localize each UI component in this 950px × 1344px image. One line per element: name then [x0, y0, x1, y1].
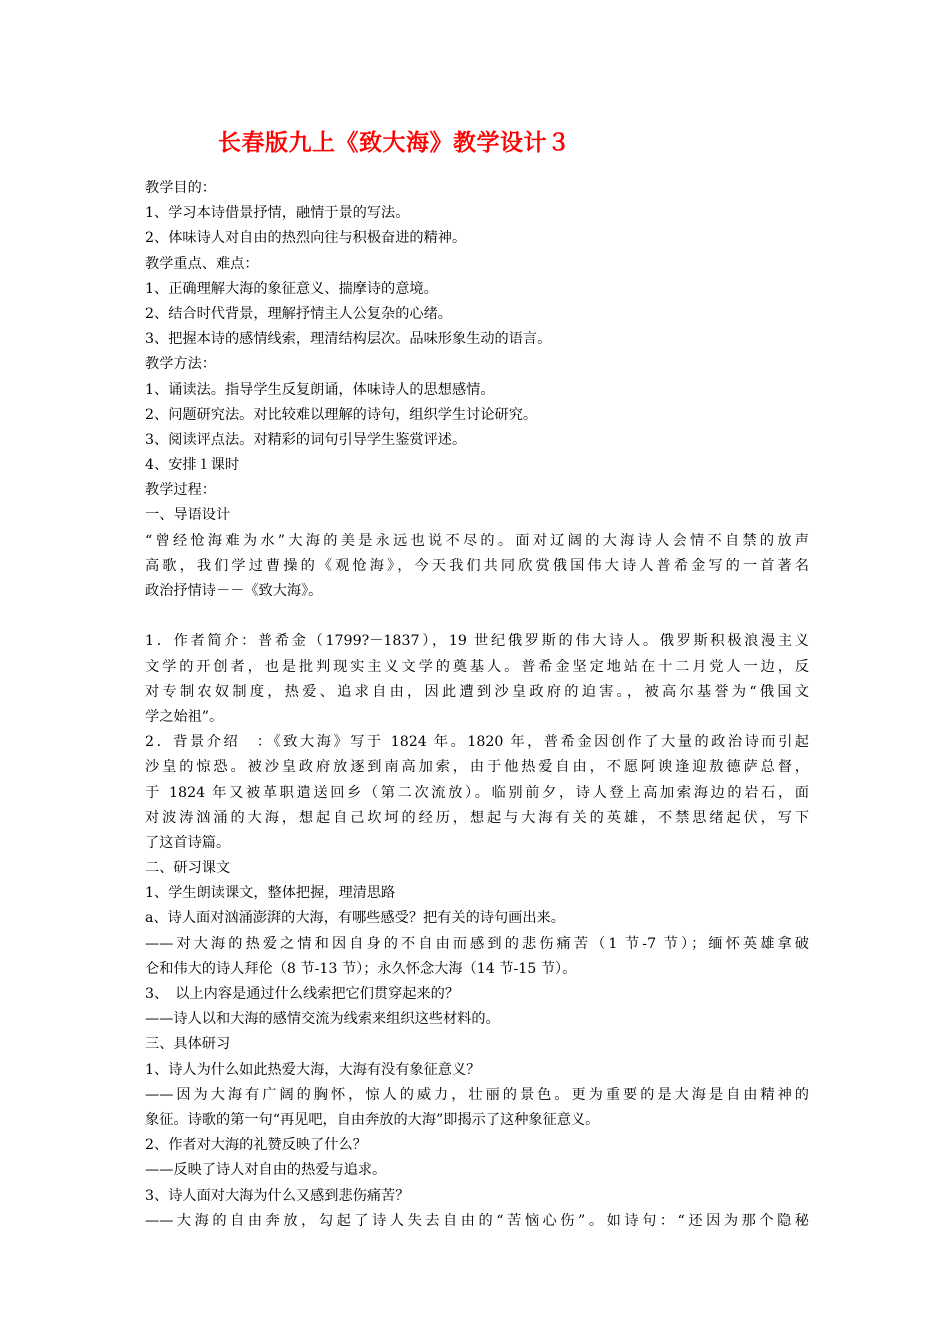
- text-line: 1、诵读法。指导学生反复朗诵，体味诗人的思想感情。: [145, 381, 495, 398]
- text-line: 2、作者对大海的礼赞反映了什么？: [145, 1137, 367, 1154]
- document-title: 长春版九上《致大海》教学设计３: [218, 129, 571, 156]
- text-line: 1、学生朗读课文，整体把握，理清思路: [145, 885, 396, 902]
- text-line: ——反映了诗人对自由的热爱与追求。: [145, 1162, 387, 1179]
- text-line: 沙皇的惊恐。被沙皇政府放逐到南高加索，由于他热爱自由，不愿阿谀逢迎敖德萨总督，: [145, 759, 809, 776]
- blank-line: [145, 604, 809, 629]
- text-line: 三、具体研习: [145, 1036, 231, 1053]
- text-line: 教学方法：: [145, 356, 216, 373]
- text-line: 二、研习课文: [145, 860, 231, 877]
- text-line: 于 1824 年又被革职遣送回乡（第二次流放）。临别前夕，诗人登上高加索海边的岩石，面: [145, 784, 809, 801]
- text-line: 2．背景介绍 ：《致大海》写于 1824 年。1820 年，普希金因创作了大量的政治诗而引起: [145, 734, 809, 751]
- text-line: 1、诗人为什么如此热爱大海，大海有没有象征意义？: [145, 1061, 481, 1078]
- text-line: 1．作者简介：普希金（1799?－1837），19 世纪俄罗斯的伟大诗人。俄罗斯积极浪漫主义: [145, 633, 809, 650]
- text-line: 3、诗人面对大海为什么又感到悲伤痛苦？: [145, 1187, 410, 1204]
- text-line: ——因为大海有广阔的胸怀，惊人的威力，壮丽的景色。更为重要的是大海是自由精神的: [145, 1086, 809, 1103]
- text-line: 3、阅读评点法。对精彩的词句引导学生鉴赏评述。: [145, 431, 467, 448]
- text-line: 政治抒情诗－－《致大海》。: [145, 583, 323, 599]
- text-line: 3、把握本诗的感情线索，理清结构层次。品味形象生动的语言。: [145, 331, 552, 348]
- text-line: 4、安排１课时: [145, 457, 240, 474]
- text-line: 了这首诗篇。: [145, 834, 231, 851]
- text-line: “曾经怆海难为水”大海的美是永远也说不尽的。面对辽阔的大海诗人会情不自禁的放声: [145, 532, 809, 549]
- text-line: 高歌，我们学过曹操的《观怆海》，今天我们共同欣赏俄国伟大诗人普希金写的一首著名: [145, 557, 809, 574]
- text-line: 学之始祖”。: [145, 708, 224, 725]
- text-line: ——对大海的热爱之情和因自身的不自由而感到的悲伤痛苦（1 节-7 节）；缅怀英雄拿破: [145, 935, 809, 952]
- text-line: 教学过程：: [145, 482, 216, 499]
- text-line: 教学重点、难点：: [145, 255, 259, 272]
- text-line: 仑和伟大的诗人拜伦（8 节-13 节）；永久怀念大海（14 节-15 节）。: [145, 960, 577, 977]
- text-line: 1、正确理解大海的象征意义、揣摩诗的意境。: [145, 280, 438, 297]
- text-line: ——诗人以和大海的感情交流为线索来组织这些材料的。: [145, 1011, 500, 1028]
- text-line: 对波涛汹涌的大海，想起自己坎坷的经历，想起与大海有关的英雄，不禁思绪起伏，写下: [145, 809, 809, 826]
- text-line: 教学目的：: [145, 180, 216, 196]
- text-line: 对专制农奴制度，热爱、追求自由，因此遭到沙皇政府的迫害。，被高尔基誉为“俄国文: [145, 683, 809, 700]
- text-line: 文学的开创者，也是批判现实主义文学的奠基人。普希金坚定地站在十二月党人一边，反: [145, 658, 809, 675]
- text-line: 象征。诗歌的第一句“再见吧，自由奔放的大海”即揭示了这种象征意义。: [145, 1111, 600, 1128]
- text-line: 1、学习本诗借景抒情，融情于景的写法。: [145, 205, 410, 222]
- text-line: 2、体味诗人对自由的热烈向往与积极奋进的精神。: [145, 230, 467, 247]
- text-line: ——大海的自由奔放，勾起了诗人失去自由的“苦恼心伤”。如诗句：“还因为那个隐秘: [145, 1212, 809, 1229]
- text-line: 3、 以上内容是通过什么线索把它们贯穿起来的？: [145, 986, 460, 1002]
- text-line: 2、结合时代背景，理解抒情主人公复杂的心绪。: [145, 305, 452, 322]
- text-line: a、诗人面对汹涌澎湃的大海，有哪些感受？把有关的诗句画出来。: [145, 910, 565, 927]
- document-body: [145, 176, 809, 1234]
- text-line: 2、问题研究法。对比较难以理解的诗句，组织学生讨论研究。: [145, 406, 538, 423]
- text-line: 一、导语设计: [145, 507, 231, 524]
